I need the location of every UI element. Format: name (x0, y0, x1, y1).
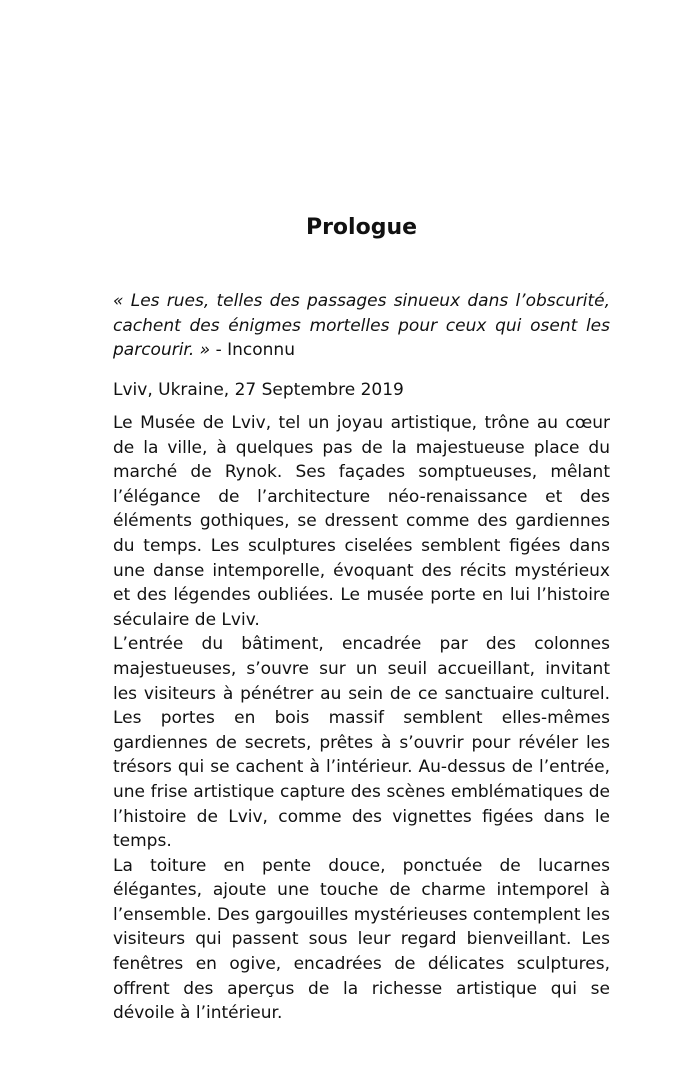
paragraph: Le Musée de Lviv, tel un joyau artistique, trône au cœur de la ville, à quelques pas de la majestueuse place du marché de Rynok. Ses façades somptueuses, mêlant l’élégance de l’architecture néo-renaissance et des éléments gothiques, se dressent comme des gardiennes du temps. Les sculptures ciselées semblent figées dans une danse intemporelle, évoquant des récits mystérieux et des légendes oubliées. Le musée porte en lui l’histoire séculaire de Lviv. (113, 413, 610, 630)
epigraph-attribution: - Inconnu (210, 340, 295, 360)
paragraph: L’entrée du bâtiment, encadrée par des colonnes majestueuses, s’ouvre sur un seuil accueillant, invitant les visiteurs à pénétrer au sein de ce sanctuaire culturel. Les portes en bois massif semblent elles-mêmes gardiennes de secrets, prêtes à s’ouvrir pour révéler les trésors qui se cachent à l’intérieur. Au-dessus de l’entrée, une frise artistique capture des scènes emblématiques de l’histoire de Lviv, comme des vignettes figées dans le temps. (113, 634, 610, 852)
chapter-title: Prologue (305, 215, 418, 240)
paragraph: La toiture en pente douce, ponctuée de lucarnes élégantes, ajoute une touche de charme intemporel à l’ensemble. Des gargouilles mystérieuses contemplent les visiteurs qui passent sous leur regard bienveillant. Les fenêtres en ogive, encadrées de délicates sculptures, offrent des aperçus de la richesse artistique qui se dévoile à l’intérieur. (113, 855, 610, 1024)
epigraph (113, 289, 610, 363)
body-text (113, 411, 610, 1026)
epigraph-quote: « Les rues, telles des passages sinueux dans l’obscurité, cachent des énigmes mortelles pour ceux qui osent les parcourir. » (113, 291, 610, 360)
dateline: Lviv, Ukraine, 27 Septembre 2019 (113, 380, 404, 400)
